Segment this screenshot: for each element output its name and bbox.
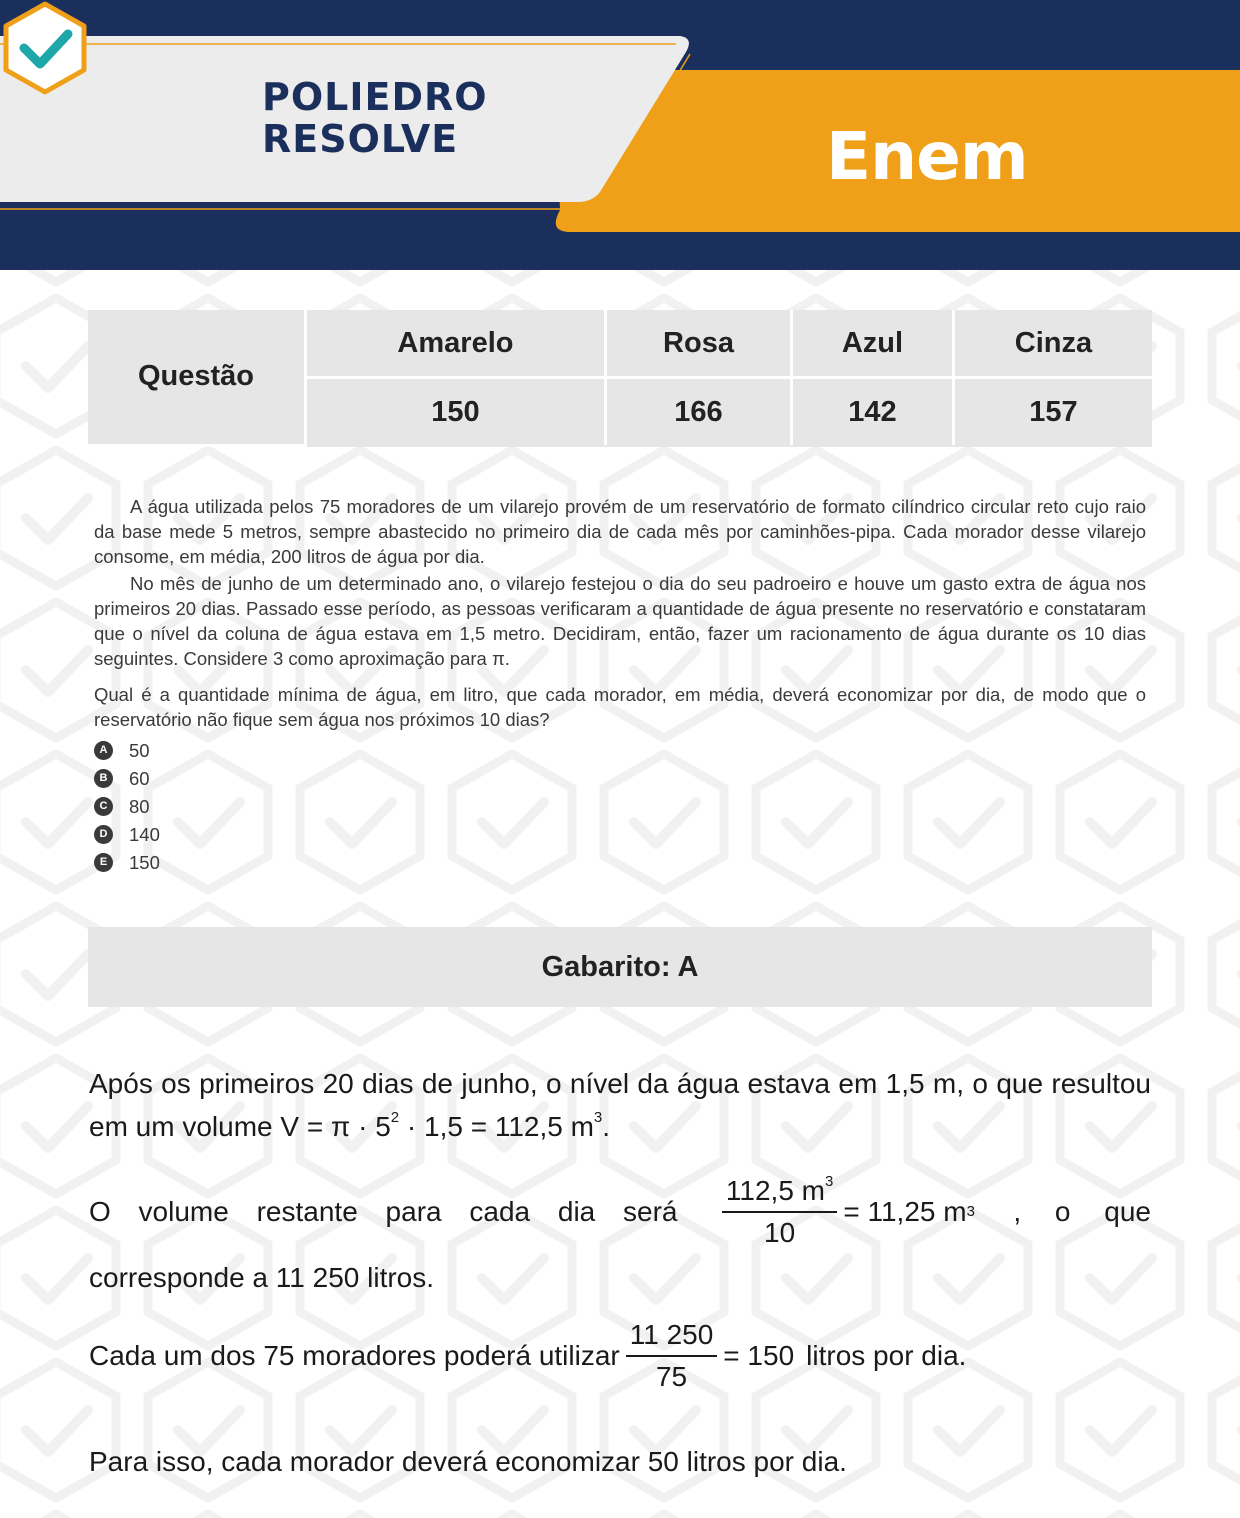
answer-key-banner: Gabarito: A: [88, 927, 1152, 1007]
number-cinza: 157: [953, 378, 1152, 446]
option-letter-icon: B: [94, 769, 113, 788]
option-value: 80: [129, 795, 150, 817]
solution-text: , o que: [1013, 1196, 1151, 1227]
exam-title: Enem: [826, 118, 1028, 195]
column-cinza: Cinza: [953, 310, 1152, 378]
solution-text: Após os primeiros 20 dias de junho, o nível da água estava em 1,5 m, o que resultou em um volume: [89, 1068, 1151, 1142]
option-a[interactable]: [94, 736, 1146, 764]
question-label: Questão: [88, 310, 306, 445]
formula-exponent: 3: [825, 1173, 834, 1190]
number-amarelo: 150: [306, 378, 606, 446]
option-letter-icon: D: [94, 825, 113, 844]
option-letter-icon: C: [94, 797, 113, 816]
solution-paragraph-3: [89, 1316, 1151, 1396]
formula-exponent: 3: [593, 1109, 603, 1126]
solution-paragraph-4: Para isso, cada morador deverá economizar 50 litros por dia.: [89, 1446, 847, 1477]
fraction-denominator: 75: [655, 1361, 688, 1392]
option-d[interactable]: [94, 820, 1146, 848]
answer-options: [94, 736, 1146, 876]
fraction: [626, 1319, 718, 1393]
option-value: 50: [129, 739, 150, 761]
question-block: [94, 494, 1146, 876]
option-b[interactable]: [94, 764, 1146, 792]
question-number-table: [88, 310, 1152, 447]
formula-result: = 150: [723, 1340, 795, 1371]
number-azul: 142: [792, 378, 954, 446]
question-paragraph-2: No mês de junho de um determinado ano, o vilarejo festejou o dia do seu padroeiro e houve um gasto extra de água nos primeiros 20 dias. Passado esse período, as pessoas verificaram a quantidade de água presente no reservatório e constataram que o nível da coluna de água estava em 1,5 metro. Decidiram, então, fazer um racionamento de água durante os 10 dias seguintes. Considere 3 como aproximação para π.: [94, 573, 1146, 669]
fraction-numerator: 11 250: [626, 1319, 718, 1357]
solution-paragraph-2: [89, 1172, 1151, 1298]
column-azul: Azul: [792, 310, 954, 378]
solution-paragraph-1: [89, 1062, 1151, 1148]
option-e[interactable]: [94, 848, 1146, 876]
solution-text: O volume restante para cada dia será: [89, 1196, 678, 1227]
brand-line-1: POLIEDRO: [262, 75, 488, 119]
solution-text: litros por dia.: [806, 1340, 967, 1371]
brand-line-2: RESOLVE: [262, 117, 459, 161]
daily-volume-formula: $\frac{112,5 m^3}{10}$ = 11,25 m 3: [716, 1175, 975, 1249]
column-amarelo: Amarelo: [306, 310, 606, 378]
fraction-numerator: 112,5 m: [725, 1175, 825, 1206]
column-rosa: Rosa: [605, 310, 791, 378]
question-paragraph-1: A água utilizada pelos 75 moradores de um vilarejo provém de um reservatório de formato cilíndrico circular reto cujo raio da base mede 5 metros, sempre abastecido no primeiro dia de cada mês por caminhões-pipa. Cada morador desse vilarejo consome, em média, 200 litros de água por dia.: [94, 496, 1146, 567]
volume-formula: [280, 1111, 602, 1142]
option-value: 150: [129, 851, 160, 873]
formula-exponent: 2: [390, 1109, 400, 1126]
fraction: [722, 1175, 837, 1249]
solution-text: Cada um dos 75 moradores poderá utilizar: [89, 1340, 620, 1371]
sentence-end: .: [602, 1111, 611, 1142]
option-letter-icon: A: [94, 741, 113, 760]
question-prompt: Qual é a quantidade mínima de água, em litro, que cada morador, em média, deverá economizar por dia, de modo que o reservatório não fique sem água nos próximos 10 dias?: [94, 684, 1146, 730]
option-value: 60: [129, 767, 150, 789]
option-value: 140: [129, 823, 160, 845]
solution-text: corresponde a 11 250 litros.: [89, 1262, 435, 1293]
option-letter-icon: E: [94, 853, 113, 872]
formula-part: · 1,5 = 112,5 m: [399, 1111, 594, 1142]
option-c[interactable]: [94, 792, 1146, 820]
fraction-denominator: 10: [764, 1217, 796, 1248]
number-rosa: 166: [605, 378, 791, 446]
formula-part: V = π · 5: [280, 1111, 391, 1142]
formula-result: = 11,25 m: [843, 1196, 967, 1227]
